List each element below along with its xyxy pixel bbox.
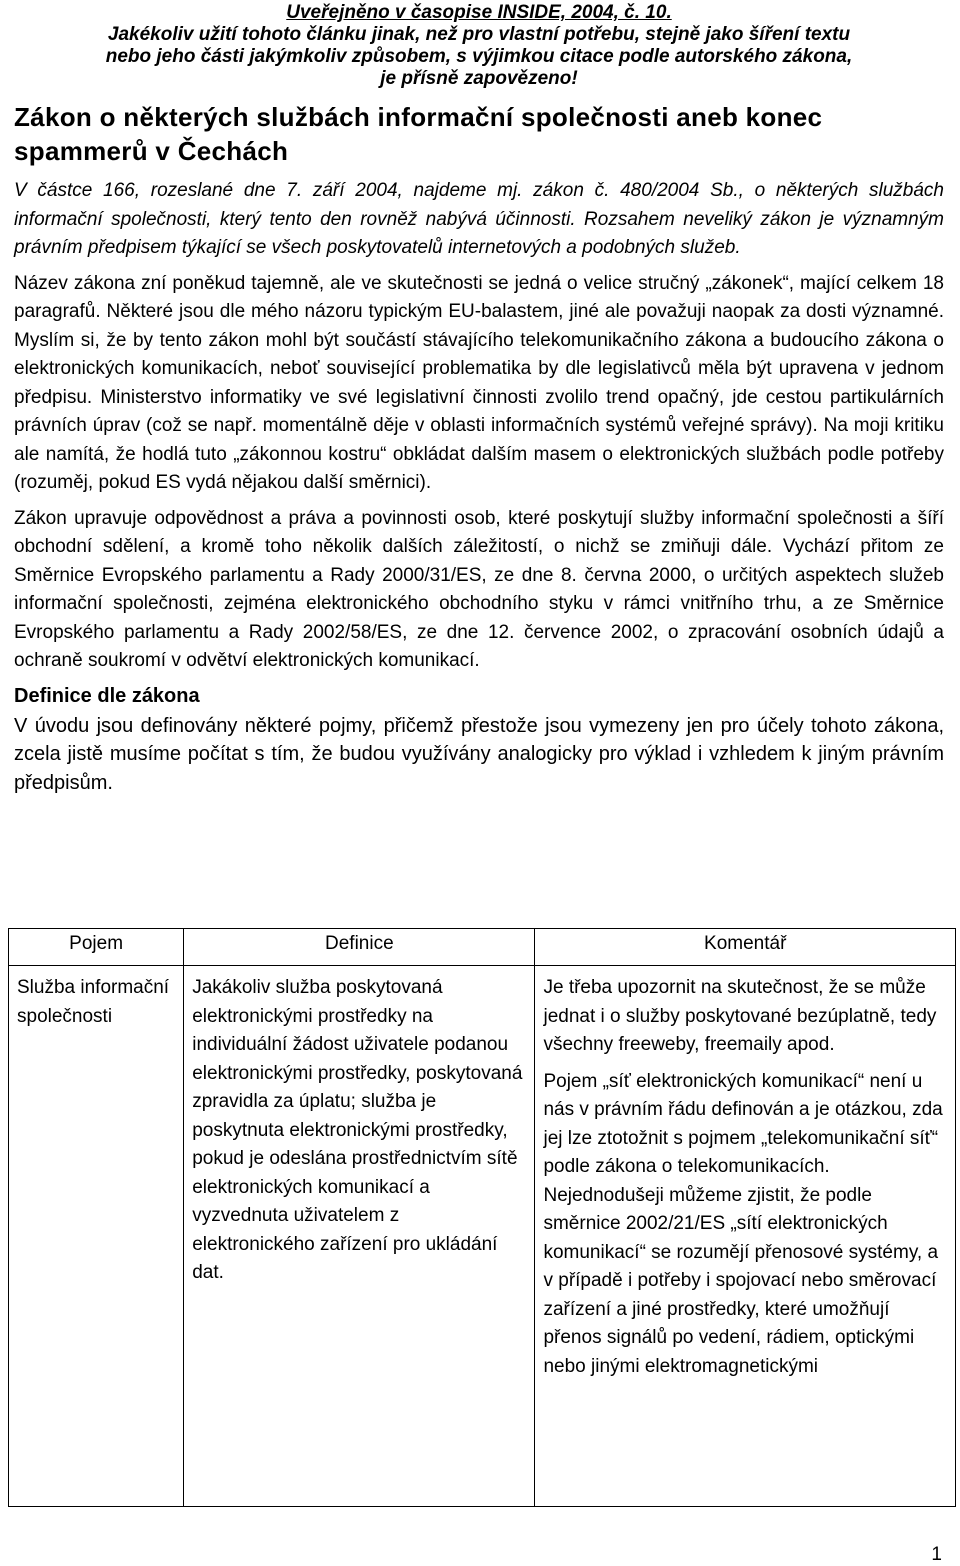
comment-paragraph: Je třeba upozornit na skutečnost, že se může jednat i o služby poskytované bezúplatně, tedy všechny freeweby, freemaily apod. — [543, 977, 937, 1055]
document-page — [14, 0, 944, 797]
definitions-table — [8, 928, 956, 1507]
copyright-line: Jakékoliv užití tohoto článku jinak, než pro vlastní potřebu, stejně jako šíření textu — [107, 24, 851, 45]
copyright-line: nebo jeho části jakýmkoliv způsobem, s výjimkou citace podle autorského zákona, — [105, 46, 853, 67]
column-header-term: Pojem — [9, 929, 184, 966]
section-heading: Definice dle zákona — [14, 684, 200, 707]
page-number: 1 — [931, 1544, 942, 1565]
term-cell — [9, 966, 184, 1507]
definition-cell — [184, 966, 535, 1507]
article-title: Zákon o některých službách informační společnosti aneb konec spammerů v Čechách — [14, 102, 823, 166]
column-header-definition: Definice — [184, 929, 535, 966]
body-paragraph: Název zákona zní poněkud tajemně, ale ve skutečnosti se jedná o velice stručný „zákonek“, mající celkem 18 paragrafů. Některé jsou dle mého názoru typickým EU-balastem, jiné ale považuji naopak za dosti významné. Myslím si, že by tento zákon mohl být součástí stávajícího telekomunikačního zákona a budoucího zákona o elektronických komunikacích, neboť související problematika by dle legislativců měla být upravena v jednom předpisu. Ministerstvo informatiky ve své legislativní činnosti zvolilo trend opačný, jde cestou partikulárních právních úprav (což se např. momentálně děje v oblasti informačních systémů veřejné správy). Na moji kritiku ale namítá, že hodlá tuto „zákonnou kostru“ obkládat dalším masem o elektronických službách podle potřeby (rozuměj, pokud ES vydá nějakou další směrnici). — [14, 272, 944, 493]
body-paragraph: Zákon upravuje odpovědnost a práva a povinnosti osob, které poskytují služby informační společnosti a šíří obchodní sdělení, a kromě toho několik dalších záležitostí, o nichž se zmiňuji dále. Vychází přitom ze Směrnice Evropského parlamentu a Rady 2000/31/ES, ze dne 8. června 2000, o určitých aspektech služeb informační společnosti, zejména elektronického obchodního styku v rámci vnitřního trhu, a ze Směrnice Evropského parlamentu a Rady 2002/58/ES, ze dne 12. července 2002, o zpracování osobních údajů a ochraně soukromí v odvětví elektronických komunikací. — [14, 507, 944, 671]
comment-cell — [535, 966, 956, 1507]
column-header-comment: Komentář — [535, 929, 956, 966]
copyright-header — [14, 2, 944, 90]
comment-paragraph: Pojem „síť elektronických komunikací“ není u nás v právním řádu definován a je otázkou, zda jej lze ztotožnit s pojmem „telekomunikační síť“ podle zákona o telekomunikacích. Nejednodušeji můžeme zjistit, že podle směrnice 2002/21/ES „sítí elektronických komunikací“ se rozumějí přenosové systémy, a v případě i potřeby i spojovací nebo směrovací zařízení a jiné prostředky, které umožňují přenos signálů po vedení, rádiem, optickými nebo jinými elektromagnetickými — [543, 1070, 943, 1377]
publication-note: Uveřejněno v časopise INSIDE, 2004, č. 10. — [286, 2, 672, 23]
copyright-line: je přísně zapovězeno! — [380, 68, 578, 89]
section-paragraph: V úvodu jsou definovány některé pojmy, přičemž přestože jsou vymezeny jen pro účely tohoto zákona, zcela jistě musíme počítat s tím, že budou využívány analogicky pro výklad i vzhledem k jiným právním předpisům. — [14, 714, 944, 794]
table-header-row — [9, 929, 956, 966]
definition-text: Jakákoliv služba poskytovaná elektronickými prostředky na individuální žádost uživatele podanou elektronickými prostředky, poskytovaná zpravidla za úplatu; služba je poskytnuta elektronickými prostředky, pokud je odeslána prostřednictvím sítě elektronických komunikací a vyzvednuta uživatelem z elektronického zařízení pro ukládání dat. — [192, 977, 523, 1283]
table-row — [9, 966, 956, 1507]
article-intro: V částce 166, rozeslané dne 7. září 2004, najdeme mj. zákon č. 480/2004 Sb., o některých službách informační společnosti, který tento den rovněž nabývá účinnosti. Rozsahem neveliký zákon je významným právním předpisem týkající se všech poskytovatelů internetových a podobných služeb. — [14, 180, 944, 258]
term-text: Služba informační společnosti — [17, 977, 170, 1027]
